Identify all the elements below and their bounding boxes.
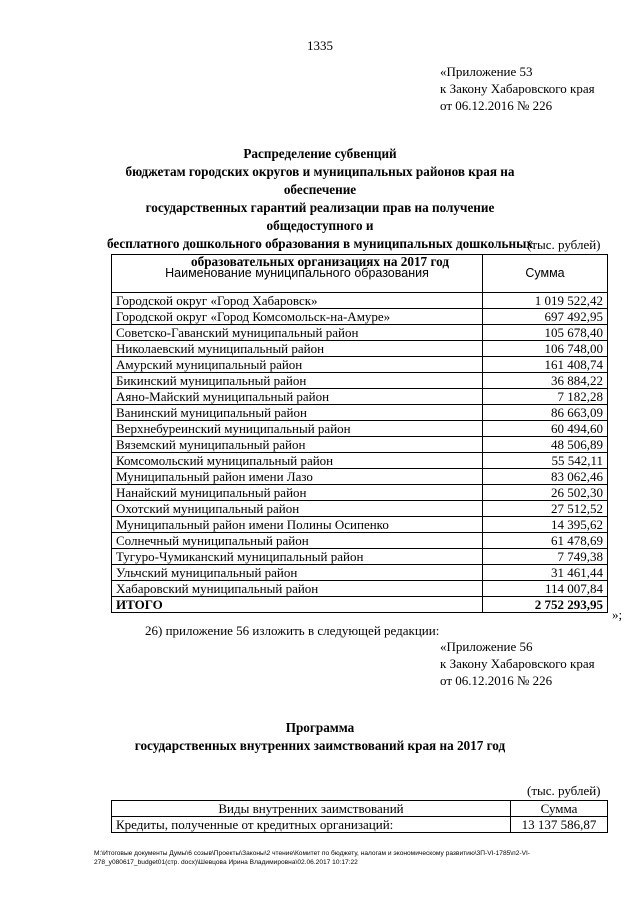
program-title-line: государственных внутренних заимствований края на 2017 год xyxy=(134,738,506,753)
distribution-title-line: бесплатного дошкольного образования в муниципальных дошкольных xyxy=(106,236,534,251)
total-sum: 2 752 293,95 xyxy=(483,597,608,613)
appendix-53-header xyxy=(440,63,595,114)
table-row xyxy=(112,325,608,341)
header-sum-cell: Сумма xyxy=(483,255,608,293)
table-row xyxy=(112,421,608,437)
row-name: Николаевский муниципальный район xyxy=(112,341,483,357)
distribution-title-line: Распределение субвенций xyxy=(243,146,397,161)
row-name: Советско-Гаванский муниципальный район xyxy=(112,325,483,341)
table-row xyxy=(112,533,608,549)
row-sum: 7 749,38 xyxy=(483,549,608,565)
borrow-units: (тыс. рублей) xyxy=(527,783,601,798)
row-sum: 55 542,11 xyxy=(483,453,608,469)
row-sum: 105 678,40 xyxy=(483,325,608,341)
row-sum: 86 663,09 xyxy=(483,405,608,421)
row-sum: 1 019 522,42 xyxy=(483,293,608,309)
program-title-line: Программа xyxy=(285,720,355,735)
row-name: Муниципальный район имени Полины Осипенко xyxy=(112,517,483,533)
table-row xyxy=(112,469,608,485)
row-sum: 106 748,00 xyxy=(483,341,608,357)
table-row xyxy=(112,453,608,469)
header-name-cell: Наименование муниципального образования xyxy=(112,255,483,293)
row-name: Тугуро-Чумиканский муниципальный район xyxy=(112,549,483,565)
appendix-56-line2: к Закону Хабаровского края xyxy=(440,656,595,671)
distribution-units: (тыс. рублей) xyxy=(527,237,601,252)
row-sum: 14 395,62 xyxy=(483,517,608,533)
row-name: Муниципальный район имени Лазо xyxy=(112,469,483,485)
appendix-56-line1: «Приложение 56 xyxy=(440,639,533,654)
table-row xyxy=(112,341,608,357)
row-sum: 26 502,30 xyxy=(483,485,608,501)
borrowing-table-header xyxy=(112,801,608,817)
row-name: Охотский муниципальный район xyxy=(112,501,483,517)
row-name: Городской округ «Город Комсомольск-на-Амуре» xyxy=(112,309,483,325)
borrow-header-name: Виды внутренних заимствований xyxy=(112,801,511,817)
table-row xyxy=(112,373,608,389)
table-row xyxy=(112,389,608,405)
closing-quote: »; xyxy=(612,607,623,622)
footer-line2: 278_у080617_budget01(стр. docx)\Шевцова Ирина Владимировна\02.06.2017 10:17:22 xyxy=(94,859,358,866)
distribution-title-line: образовательных организациях на 2017 год xyxy=(191,254,449,269)
borrow-row-sum: 13 137 586,87 xyxy=(511,817,608,833)
total-row xyxy=(112,597,608,613)
file-path-footer xyxy=(94,849,604,867)
row-name: Амурский муниципальный район xyxy=(112,357,483,373)
row-name: Солнечный муниципальный район xyxy=(112,533,483,549)
distribution-title-line: государственных гарантий реализации прав на получение общедоступного и xyxy=(145,200,495,233)
row-sum: 83 062,46 xyxy=(483,469,608,485)
table-row xyxy=(112,517,608,533)
appendix-53-line2: к Закону Хабаровского края xyxy=(440,81,595,96)
row-sum: 60 494,60 xyxy=(483,421,608,437)
appendix-53-line1: «Приложение 53 xyxy=(440,64,533,79)
row-name: Хабаровский муниципальный район xyxy=(112,581,483,597)
appendix-56-header xyxy=(440,638,595,689)
row-sum: 61 478,69 xyxy=(483,533,608,549)
table-row xyxy=(112,357,608,373)
borrowing-table xyxy=(111,800,608,833)
table-row xyxy=(112,309,608,325)
total-label: ИТОГО xyxy=(112,597,483,613)
distribution-table xyxy=(111,254,608,613)
row-name: Верхнебуреинский муниципальный район xyxy=(112,421,483,437)
distribution-table-header xyxy=(112,255,608,293)
table-row xyxy=(112,405,608,421)
footer-line1: М:\Итоговые документы Думы\6 созыв\Проекты\Законы\2 чтение\Комитет по бюджету, налогам и экономическому развитию\3П-VI-1785\п2-VI- xyxy=(94,850,530,857)
table-row xyxy=(112,565,608,581)
table-row xyxy=(112,549,608,565)
row-name: Нанайский муниципальный район xyxy=(112,485,483,501)
row-name: Комсомольский муниципальный район xyxy=(112,453,483,469)
appendix-56-line3: от 06.12.2016 № 226 xyxy=(440,673,553,688)
table-row xyxy=(112,581,608,597)
table-row xyxy=(112,485,608,501)
row-sum: 31 461,44 xyxy=(483,565,608,581)
page-number: 1335 xyxy=(307,38,333,53)
appendix-53-line3: от 06.12.2016 № 226 xyxy=(440,98,553,113)
row-name: Ульчский муниципальный район xyxy=(112,565,483,581)
table-row xyxy=(112,293,608,309)
program-title xyxy=(100,719,540,755)
table-row xyxy=(112,437,608,453)
amendment-instruction: 26) приложение 56 изложить в следующей редакции: xyxy=(145,623,440,638)
row-name: Вяземский муниципальный район xyxy=(112,437,483,453)
row-sum: 7 182,28 xyxy=(483,389,608,405)
row-sum: 161 408,74 xyxy=(483,357,608,373)
row-name: Городской округ «Город Хабаровск» xyxy=(112,293,483,309)
row-sum: 27 512,52 xyxy=(483,501,608,517)
borrow-row-name: Кредиты, полученные от кредитных организаций: xyxy=(112,817,511,833)
distribution-title xyxy=(100,145,540,271)
row-name: Аяно-Майский муниципальный район xyxy=(112,389,483,405)
table-row xyxy=(112,501,608,517)
row-sum: 697 492,95 xyxy=(483,309,608,325)
row-sum: 114 007,84 xyxy=(483,581,608,597)
borrow-header-sum: Сумма xyxy=(511,801,608,817)
row-name: Ванинский муниципальный район xyxy=(112,405,483,421)
distribution-title-line: бюджетам городских округов и муниципальных районов края на обеспечение xyxy=(125,164,515,197)
table-row xyxy=(112,817,608,833)
row-name: Бикинский муниципальный район xyxy=(112,373,483,389)
row-sum: 48 506,89 xyxy=(483,437,608,453)
row-sum: 36 884,22 xyxy=(483,373,608,389)
